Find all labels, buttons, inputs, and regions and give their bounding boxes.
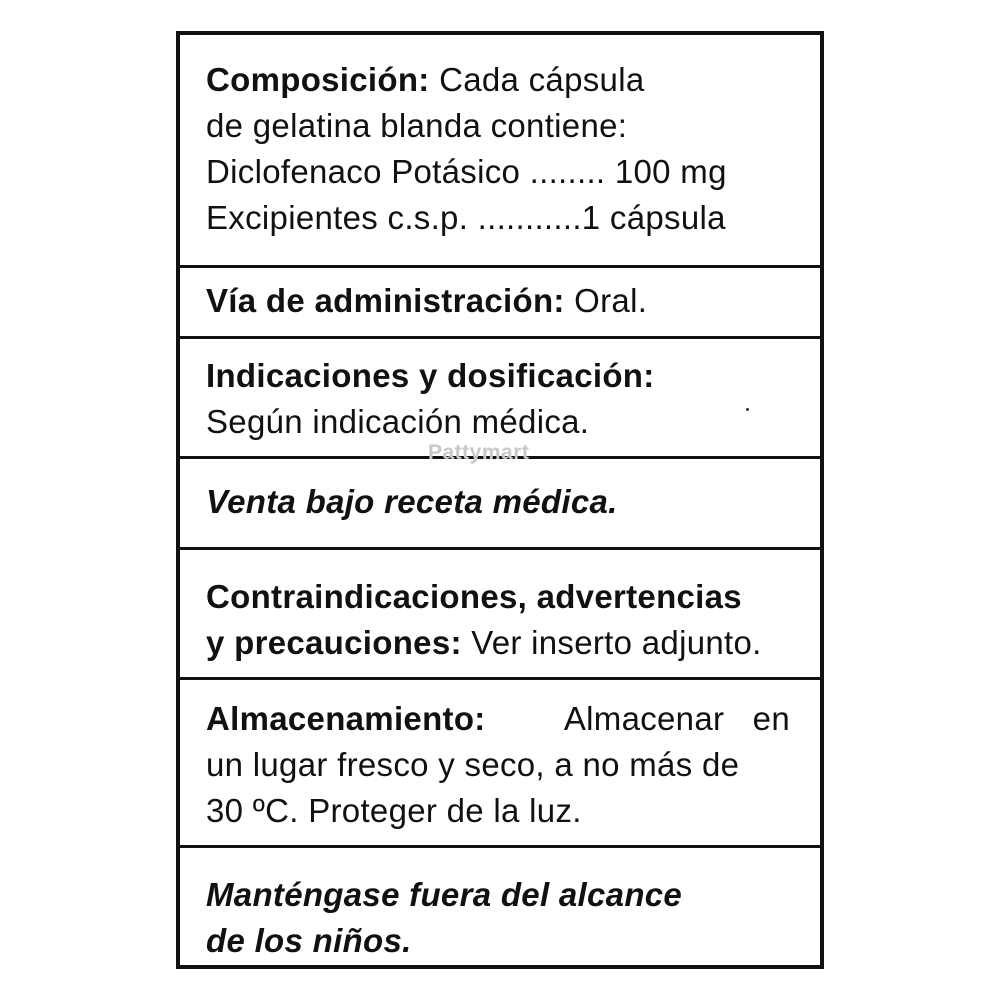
prescription-notice: Venta bajo receta médica. [206,483,618,520]
children-warning-line-1: Manténgase fuera del alcance [206,876,683,913]
watermark-text: Pattymart [428,441,530,464]
storage-line-3: 30 ºC. Proteger de la luz. [206,792,582,829]
active-ingredient-line: Diclofenaco Potásico ........ 100 mg [206,153,727,190]
children-warning-line-2: de los niños. [206,922,412,959]
storage-line-1 [206,696,820,742]
excipients-line: Excipientes c.s.p. ...........1 cápsula [206,199,726,236]
storage-section [180,680,820,848]
administration-route-value: Oral. [564,282,648,319]
administration-route-heading: Vía de administración: [206,282,565,319]
prescription-section [180,459,820,550]
administration-route-line [206,278,820,324]
indications-heading: Indicaciones y dosificación: [206,357,655,394]
storage-heading: Almacenamiento: [206,700,486,737]
indications-value: Según indicación médica. [206,403,590,440]
storage-intro: Almacenar en [563,700,790,737]
storage-line-2: un lugar fresco y seco, a no más de [206,746,740,783]
composition-heading: Composición: [206,61,430,98]
contraindications-line-2 [206,620,820,666]
composition-section [180,35,820,268]
composition-line-1 [206,57,820,103]
medication-label-box [176,31,824,969]
composition-line-2: de gelatina blanda contiene: [206,107,628,144]
children-warning-section [180,848,820,965]
print-speck [746,408,749,411]
contraindications-heading-line-1: Contraindicaciones, advertencias [206,578,742,615]
contraindications-value: Ver inserto adjunto. [461,624,762,661]
composition-intro: Cada cápsula [429,61,645,98]
contraindications-section [180,550,820,680]
administration-route-section [180,268,820,339]
contraindications-heading-line-2: y precauciones: [206,624,462,661]
